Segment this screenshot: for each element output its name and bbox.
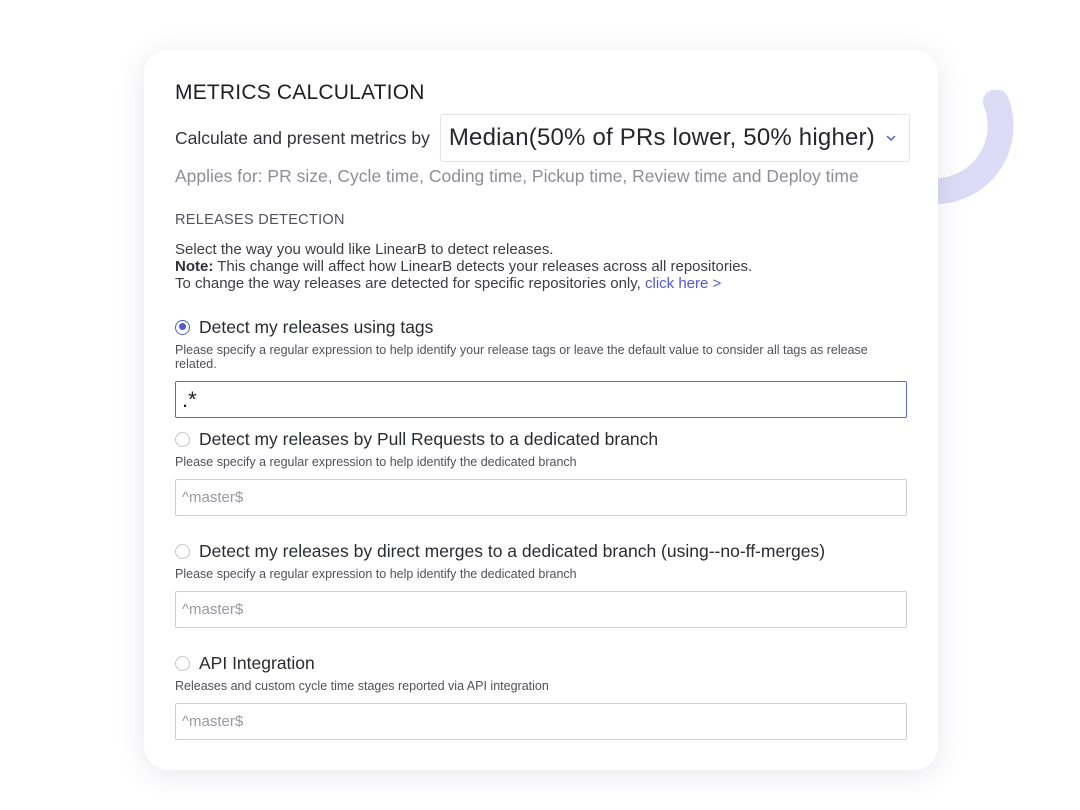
option-header bbox=[175, 652, 907, 674]
option-label: API Integration bbox=[199, 652, 315, 673]
option-pull-requests bbox=[175, 428, 907, 516]
option-help-text: Releases and custom cycle time stages reported via API integration bbox=[175, 679, 549, 693]
calculation-label: Calculate and present metrics by bbox=[175, 127, 430, 148]
option-help-text: Please specify a regular expression to help identify the dedicated branch bbox=[175, 567, 577, 581]
chevron-down-icon bbox=[885, 132, 897, 144]
radio-api-integration[interactable] bbox=[175, 656, 190, 671]
option-label: Detect my releases by direct merges to a dedicated branch (using--no-ff-merges) bbox=[199, 540, 826, 561]
tags-regex-input[interactable] bbox=[175, 381, 907, 418]
radio-direct-merges[interactable] bbox=[175, 544, 190, 559]
calculation-row bbox=[175, 114, 910, 162]
option-header bbox=[175, 540, 907, 562]
option-label: Detect my releases by Pull Requests to a dedicated branch bbox=[199, 428, 659, 449]
radio-pull-requests[interactable] bbox=[175, 432, 190, 447]
description-line: Select the way you would like LinearB to detect releases. bbox=[175, 241, 554, 258]
releases-detection-heading: RELEASES DETECTION bbox=[175, 212, 345, 228]
merge-branch-regex-input[interactable] bbox=[175, 591, 907, 628]
option-label: Detect my releases using tags bbox=[199, 316, 434, 337]
option-header bbox=[175, 428, 907, 450]
settings-card bbox=[144, 50, 938, 770]
note-label: Note: bbox=[175, 258, 214, 275]
radio-detect-tags[interactable] bbox=[175, 320, 190, 335]
click-here-link[interactable]: click here > bbox=[644, 275, 722, 292]
api-integration-input[interactable] bbox=[175, 703, 907, 740]
option-direct-merges bbox=[175, 540, 907, 628]
calculation-method-dropdown[interactable] bbox=[440, 114, 910, 162]
applies-for-text: Applies for: PR size, Cycle time, Coding time, Pickup time, Review time and Deploy time bbox=[175, 166, 859, 186]
repo-specific-text: To change the way releases are detected for specific repositories only, bbox=[175, 275, 645, 292]
note-text: This change will affect how LinearB detects your releases across all repositories. bbox=[213, 258, 753, 275]
pr-branch-regex-input[interactable] bbox=[175, 479, 907, 516]
option-help-text: Please specify a regular expression to help identify your release tags or leave the default value to consider all tags as release related. bbox=[175, 343, 868, 371]
note-line bbox=[175, 258, 752, 275]
option-api-integration bbox=[175, 652, 907, 740]
releases-description bbox=[175, 241, 752, 292]
dropdown-selected-value: Median(50% of PRs lower, 50% higher) bbox=[448, 124, 875, 151]
option-header bbox=[175, 316, 907, 338]
option-help-text: Please specify a regular expression to help identify the dedicated branch bbox=[175, 455, 577, 469]
option-detect-tags bbox=[175, 316, 907, 418]
repo-specific-line bbox=[175, 275, 752, 292]
metrics-title: METRICS CALCULATION bbox=[175, 81, 425, 104]
